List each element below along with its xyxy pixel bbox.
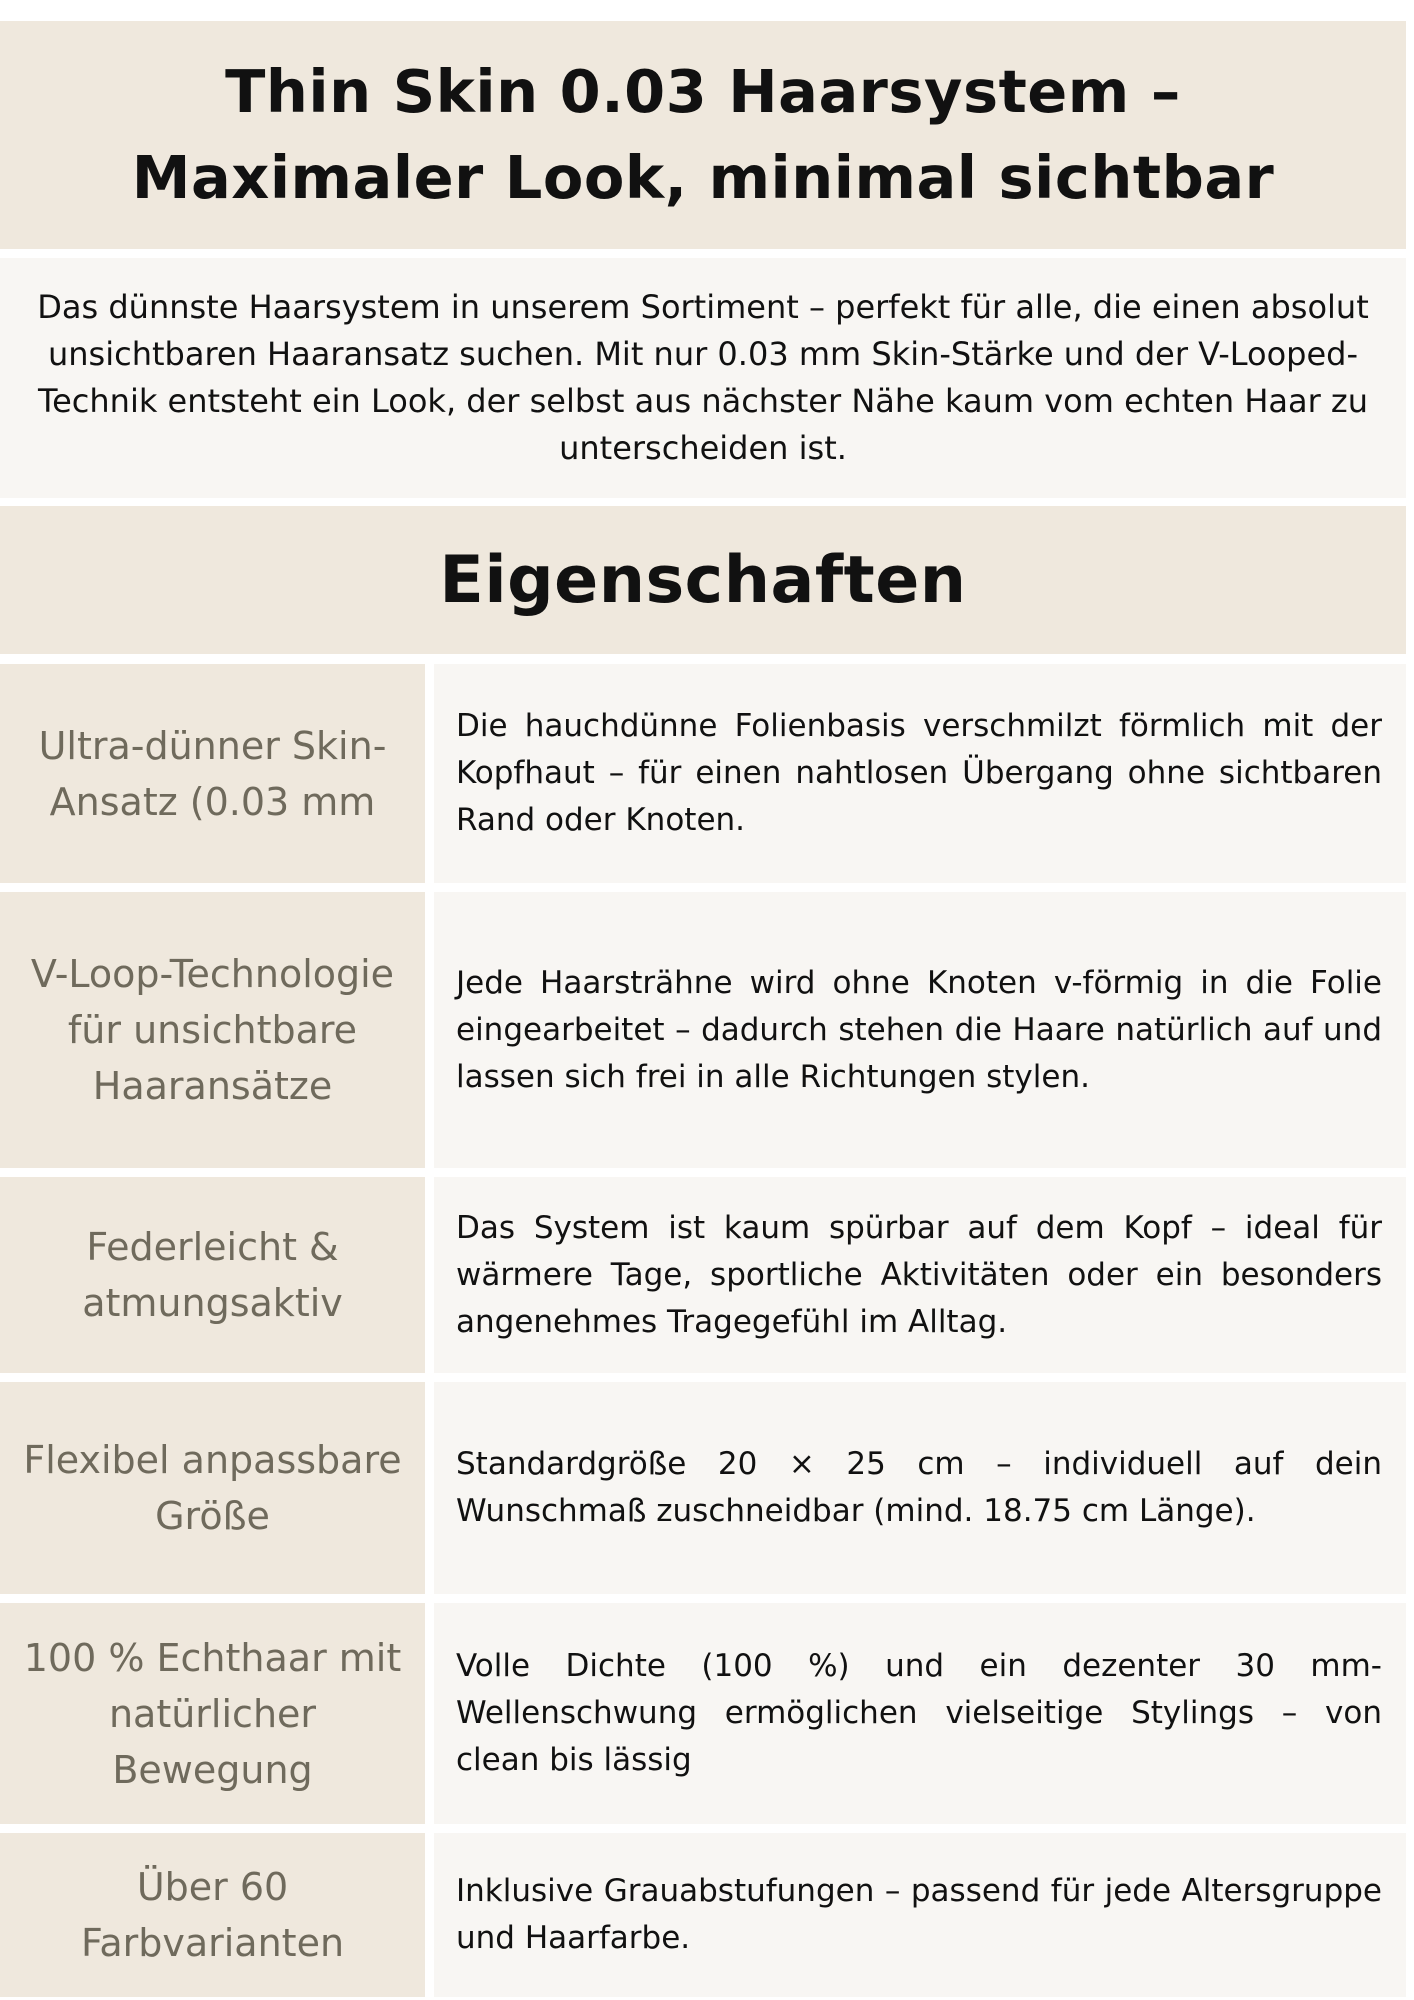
feature-description: Die hauchdünne Folienbasis verschmilzt förmlich mit der Kopfhaut – für einen nahtlosen Übergang ohne sichtbaren Rand oder Knoten.	[456, 708, 1382, 838]
feature-row	[0, 1177, 1406, 1373]
feature-description-cell	[434, 664, 1406, 883]
feature-label: 100 % Echthaar mit natürlicher Bewegung	[23, 1635, 402, 1792]
feature-description: Das System ist kaum spürbar auf dem Kopf – ideal für wärmere Tage, sportliche Aktivitäten oder ein besonders angenehmes Tragegefühl im Alltag.	[456, 1209, 1382, 1340]
feature-label-cell	[0, 892, 425, 1168]
feature-label-cell	[0, 1177, 425, 1373]
feature-description-cell	[434, 892, 1406, 1168]
feature-label: Ultra-dünner Skin-Ansatz (0.03 mm	[38, 723, 387, 824]
feature-label-cell	[0, 664, 425, 883]
feature-row	[0, 892, 1406, 1168]
feature-label: Federleicht & atmungsaktiv	[82, 1225, 343, 1325]
intro-panel	[0, 258, 1406, 498]
features-table	[0, 664, 1406, 1997]
section-heading: Eigenschaften	[439, 542, 967, 618]
feature-label-cell	[0, 1382, 425, 1594]
title-banner	[0, 21, 1406, 249]
section-heading-banner	[0, 506, 1406, 654]
feature-description-cell	[434, 1833, 1406, 1997]
feature-label-cell	[0, 1603, 425, 1824]
feature-description-cell	[434, 1603, 1406, 1824]
page-title: Thin Skin 0.03 Haarsystem – Maximaler Look, minimal sichtbar	[131, 57, 1275, 212]
feature-description: Jede Haarsträhne wird ohne Knoten v-förmig in die Folie eingearbeitet – dadurch stehen die Haare natürlich auf und lassen sich frei in alle Richtungen stylen.	[456, 964, 1382, 1095]
feature-label: Flexibel anpassbare Größe	[23, 1438, 402, 1538]
feature-description-cell	[434, 1382, 1406, 1594]
feature-description: Volle Dichte (100 %) und ein dezenter 30 mm-Wellenschwung ermöglichen vielseitige Stylings – von clean bis lässig	[456, 1648, 1382, 1778]
feature-row	[0, 1603, 1406, 1824]
feature-description-cell	[434, 1177, 1406, 1373]
feature-label: Über 60 Farbvarianten	[80, 1865, 345, 1965]
feature-label-cell	[0, 1833, 425, 1997]
feature-row	[0, 1382, 1406, 1594]
feature-description: Inklusive Grauabstufungen – passend für jede Altersgruppe und Haarfarbe.	[456, 1873, 1382, 1956]
feature-label: V-Loop-Technologie für unsichtbare Haaransätze	[30, 952, 395, 1108]
feature-row	[0, 1833, 1406, 1997]
intro-text: Das dünnste Haarsystem in unserem Sortiment – perfekt für alle, die einen absolut unsichtbaren Haaransatz suchen. Mit nur 0.03 mm Skin-Stärke und der V-Looped-Technik entsteht ein Look, der selbst aus nächster Nähe kaum vom echten Haar zu unterscheiden ist.	[37, 288, 1369, 467]
feature-row	[0, 664, 1406, 883]
feature-description: Standardgröße 20 × 25 cm – individuell auf dein Wunschmaß zuschneidbar (mind. 18.75 cm Länge).	[456, 1446, 1382, 1529]
